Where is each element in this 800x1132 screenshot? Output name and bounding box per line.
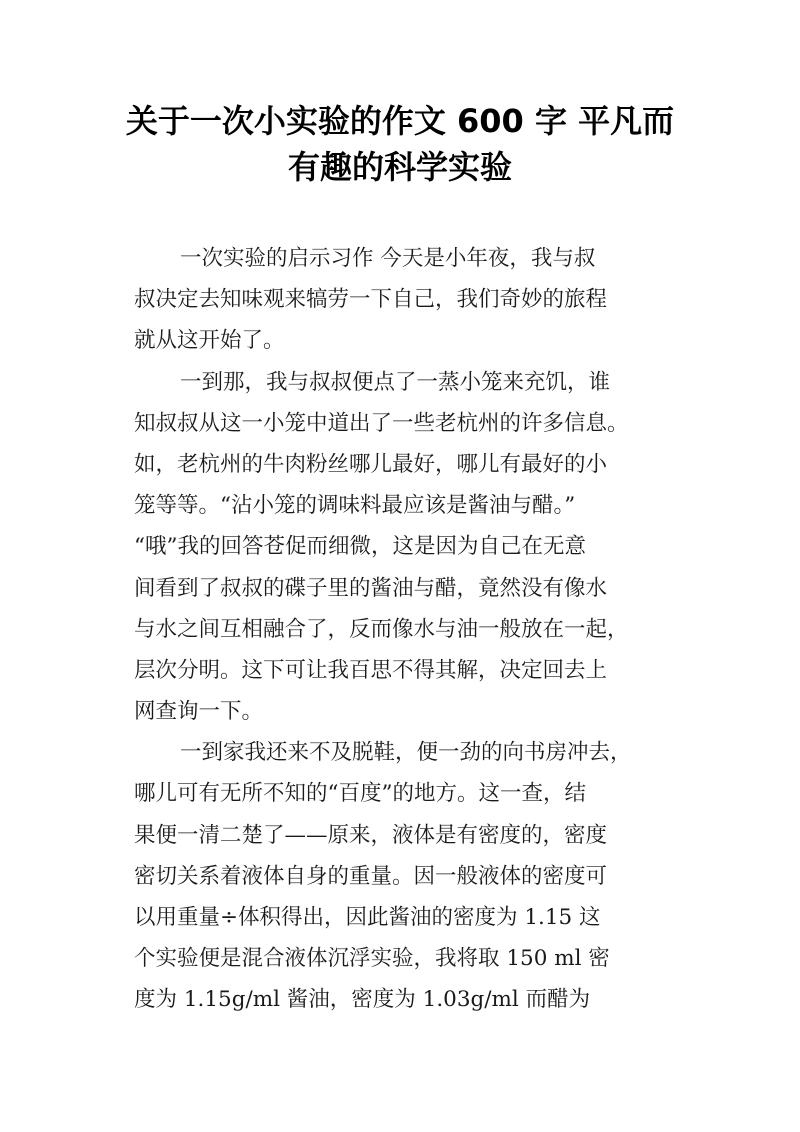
paragraph-1-line-1: 一次实验的启示习作 今天是小年夜，我与叔 [180, 246, 596, 271]
paragraph-3-line-4: 密切关系着液体自身的重量。因一般液体的密度可 [134, 863, 608, 889]
paragraph-2-line-1: 一到那，我与叔叔便点了一蒸小笼来充饥，谁 [180, 369, 611, 395]
document-title [100, 98, 700, 190]
paragraph-3-line-7: 度为 1.15g/ml 酱油，密度为 1.03g/ml 而醋为 [134, 987, 591, 1013]
paragraph-2-line-6: 间看到了叔叔的碟子里的酱油与醋，竟然没有像水 [134, 575, 608, 601]
paragraph-3-line-2: 哪儿可有无所不知的“百度”的地方。这一查，结 [134, 781, 586, 807]
paragraph-2-line-3: 如，老杭州的牛肉粉丝哪儿最好，哪儿有最好的小 [134, 451, 608, 477]
paragraph-1-line-3: 就从这开始了。 [134, 328, 285, 354]
paragraph-3-line-1: 一到家我还来不及脱鞋，便一劲的向书房冲去， [180, 740, 632, 766]
paragraph-2-line-4: 笼等等。“沾小笼的调味料最应该是酱油与醋。” [134, 493, 576, 519]
paragraph-1-line-2: 叔决定去知味观来犒劳一下自己，我们奇妙的旅程 [134, 287, 608, 313]
paragraph-2-line-9: 网查询一下。 [134, 699, 264, 725]
title-line-1: 关于一次小实验的作文 600 字 平凡而 [125, 102, 675, 140]
paragraph-2-line-8: 层次分明。这下可让我百思不得其解，决定回去上 [134, 657, 608, 683]
paragraph-2-line-2: 知叔叔从这一小笼中道出了一些老杭州的许多信息。 [134, 410, 629, 436]
paragraph-2-line-7: 与水之间互相融合了，反而像水与油一般放在一起， [134, 616, 629, 642]
document-body [134, 238, 694, 1021]
paragraph-2-line-5: “哦”我的回答苍促而细微，这是因为自己在无意 [134, 534, 586, 560]
paragraph-3-line-5: 以用重量÷体积得出，因此酱油的密度为 1.15 这 [134, 905, 601, 930]
paragraph-3-line-3: 果便一清二楚了——原来，液体是有密度的，密度 [134, 822, 608, 848]
paragraph-3-line-6: 个实验便是混合液体沉浮实验，我将取 150 ml 密 [134, 946, 610, 972]
title-line-2: 有趣的科学实验 [287, 148, 512, 186]
